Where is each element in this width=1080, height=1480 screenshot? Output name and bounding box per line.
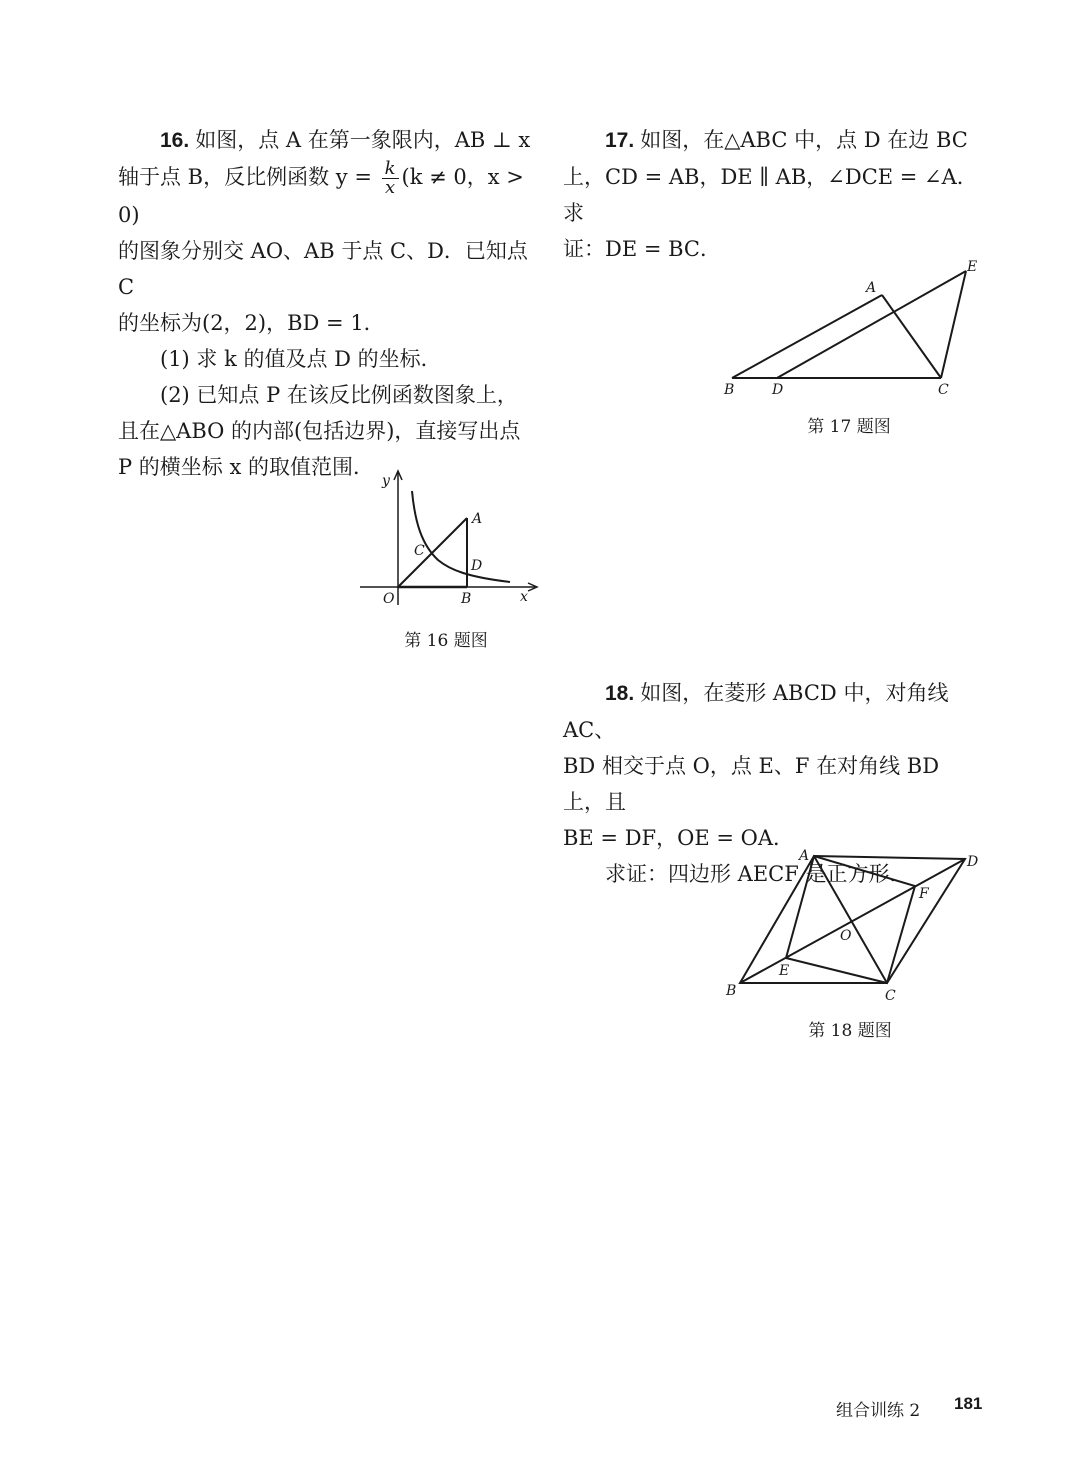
question-17 bbox=[563, 122, 983, 267]
label-C: C bbox=[885, 988, 896, 1002]
q18-line-1: 18. 如图，在菱形 ABCD 中，对角线 AC、 bbox=[563, 681, 949, 742]
q16-part-2-line-1: (2) 已知点 P 在该反比例函数图象上， bbox=[160, 383, 518, 407]
figure-17 bbox=[715, 255, 985, 400]
label-B: B bbox=[726, 983, 737, 999]
figure-18-caption: 第 18 题图 bbox=[808, 1021, 892, 1041]
label-C: C bbox=[938, 382, 949, 398]
label-D: D bbox=[772, 382, 784, 398]
q17-line-3: 证：DE = BC． bbox=[563, 237, 722, 261]
q16-line-1: 16. 如图，点 A 在第一象限内，AB ⊥ x bbox=[160, 128, 531, 152]
q18-number: 18. bbox=[605, 682, 635, 705]
q16-line-4: 的坐标为(2，2)，BD = 1． bbox=[118, 311, 385, 335]
q17-line-1: 17. 如图，在△ABC 中，点 D 在边 BC bbox=[605, 128, 968, 152]
q17-number: 17. bbox=[605, 129, 635, 152]
segment-EC bbox=[941, 271, 966, 378]
q18-line-4: 求证：四边形 AECF 是正方形． bbox=[605, 862, 911, 886]
label-A: A bbox=[866, 280, 877, 296]
q17-line-2: 上，CD = AB，DE ∥ AB，∠DCE = ∠A．求 bbox=[563, 165, 978, 225]
figure-17-caption: 第 17 题图 bbox=[807, 417, 891, 437]
q16-part-2-line-3: P 的横坐标 x 的取值范围． bbox=[118, 455, 374, 479]
label-A: A bbox=[799, 848, 810, 864]
label-B: B bbox=[724, 382, 735, 398]
figure-18 bbox=[715, 842, 985, 1002]
label-y: y bbox=[382, 473, 390, 489]
q18-line-3: BE = DF，OE = OA． bbox=[563, 826, 794, 850]
q16-line-3: 的图象分别交 AO、AB 于点 C、D．已知点 C bbox=[118, 239, 528, 299]
figure-16-caption: 第 16 题图 bbox=[404, 631, 488, 651]
label-F: F bbox=[919, 886, 929, 902]
label-E: E bbox=[779, 963, 790, 979]
q16-line-2: 轴于点 B，反比例函数 y = $\frac{k}{x}$ (k ≠ 0，x > 0) bbox=[118, 158, 524, 227]
figure-16 bbox=[350, 465, 550, 615]
label-D: D bbox=[967, 854, 979, 870]
q18-line-2: BD 相交于点 O，点 E、F 在对角线 BD 上，且 bbox=[563, 754, 940, 814]
segment-BA bbox=[732, 295, 882, 378]
label-x: x bbox=[520, 589, 528, 605]
q16-fraction: $\frac{k}{x}$ bbox=[382, 160, 399, 197]
label-E: E bbox=[967, 259, 978, 275]
q16-part-2-line-2: 且在△ABO 的内部(包括边界)，直接写出点 bbox=[118, 419, 521, 443]
label-D: D bbox=[471, 558, 483, 574]
question-16 bbox=[118, 122, 538, 485]
section-title: 组合训练 2 bbox=[836, 1401, 921, 1421]
q16-part-1: (1) 求 k 的值及点 D 的坐标． bbox=[160, 347, 442, 371]
label-A: A bbox=[472, 511, 483, 527]
label-C: C bbox=[414, 543, 425, 559]
label-O: O bbox=[840, 928, 852, 944]
label-B: B bbox=[461, 591, 472, 607]
q16-number: 16. bbox=[160, 129, 190, 152]
hyperbola-curve bbox=[412, 491, 510, 582]
segment-OA bbox=[398, 518, 467, 587]
label-O: O bbox=[383, 591, 395, 607]
page-number: 181 bbox=[954, 1394, 983, 1413]
segment-AC bbox=[882, 295, 941, 378]
